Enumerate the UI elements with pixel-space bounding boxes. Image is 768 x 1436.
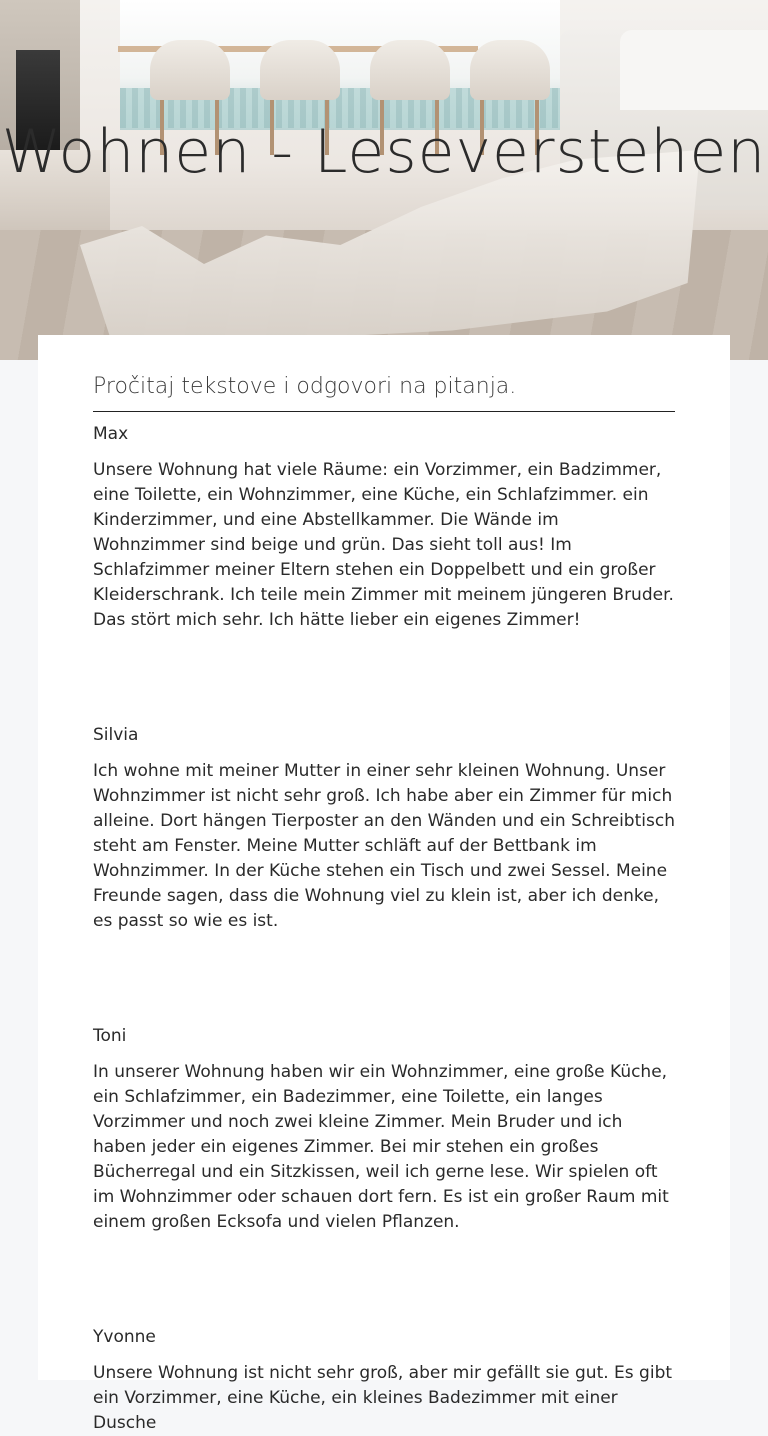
header-banner <box>0 0 768 360</box>
section-text: Unsere Wohnung hat viele Räume: ein Vorzimmer, ein Badzimmer, eine Toilette, ein Wohnzimmer, eine Küche, ein Schlafzimmer. ein Kinderzimmer, und eine Abstellkammer. Die Wände im Wohnzimmer sind beige und grün. Das sieht toll aus! Im Schlafzimmer meiner Eltern stehen ein Doppelbett und ein großer Kleiderschrank. Ich teile mein Zimmer mit meinem jüngeren Bruder. Das stört mich sehr. Ich hätte lieber ein eigenes Zimmer! <box>93 460 674 630</box>
section-text: Ich wohne mit meiner Mutter in einer sehr kleinen Wohnung. Unser Wohnzimmer ist nicht sehr groß. Ich habe aber ein Zimmer für mich alleine. Dort hängen Tierposter an den Wänden und ein Schreibtisch steht am Fenster. Meine Mutter schläft auf der Bettbank im Wohnzimmer. In der Küche stehen ein Tisch und zwei Sessel. Meine Freunde sagen, dass die Wohnung viel zu klein ist, aber ich denke, es passt so wie es ist. <box>93 761 675 931</box>
text-section-silvia <box>93 723 675 934</box>
instruction-heading: Pročitaj tekstove i odgovori na pitanja. <box>93 371 675 412</box>
text-section-toni <box>93 1024 675 1235</box>
section-name: Max <box>93 424 129 444</box>
section-name: Silvia <box>93 725 139 745</box>
chair-image <box>260 40 340 100</box>
chair-image <box>150 40 230 100</box>
content-card <box>38 335 730 1433</box>
section-text: Unsere Wohnung ist nicht sehr groß, aber mir gefällt sie gut. Es gibt ein Vorzimmer, eine Küche, ein kleines Badezimmer mit einer Dusche <box>93 1363 673 1433</box>
section-name: Yvonne <box>93 1327 156 1347</box>
chair-image <box>370 40 450 100</box>
text-section-max <box>93 422 675 633</box>
section-text: In unserer Wohnung haben wir ein Wohnzimmer, eine große Küche, ein Schlafzimmer, ein Badezimmer, eine Toilette, ein langes Vorzimmer und noch zwei kleine Zimmer. Mein Bruder und ich haben jeder ein eigenes Zimmer. Bei mir stehen ein großes Bücherregal und ein Sitzkissen, weil ich gerne lese. Wir spielen oft im Wohnzimmer oder schauen dort fern. Es ist ein großer Raum mit einem großen Ecksofa und vielen Pflanzen. <box>93 1062 669 1232</box>
text-section-yvonne <box>93 1325 675 1436</box>
section-name: Toni <box>93 1026 127 1046</box>
page-title: Wohnen - Leseverstehen <box>1 117 767 187</box>
chair-image <box>470 40 550 100</box>
